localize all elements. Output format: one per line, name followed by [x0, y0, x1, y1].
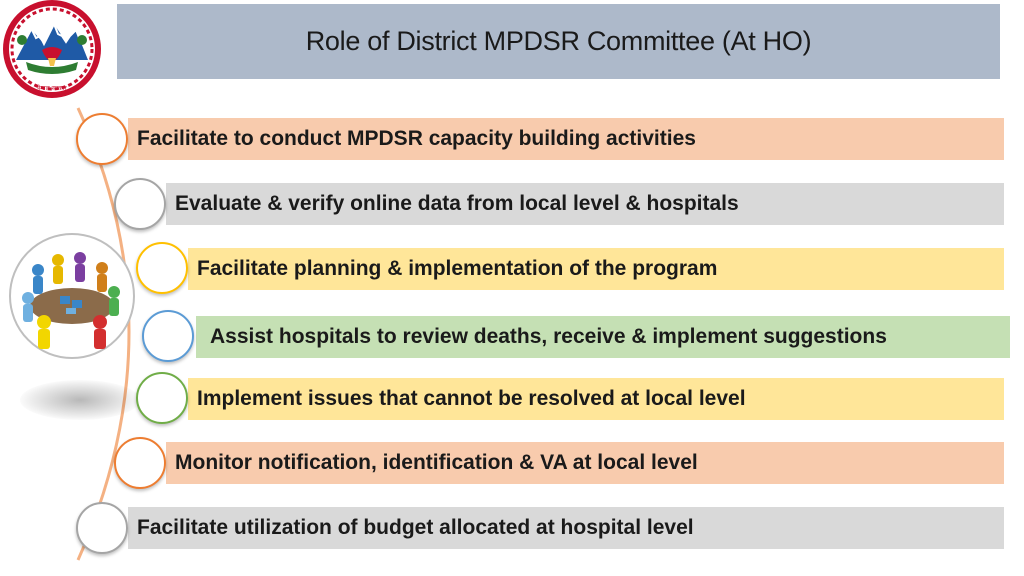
role-circle-marker: [136, 242, 188, 294]
role-bar: [188, 378, 1004, 420]
emblem-text: नेपाल सरकार: [37, 85, 67, 92]
role-label: Implement issues that cannot be resolved at local level: [197, 387, 746, 410]
role-bar: [166, 183, 1004, 225]
role-bar: [128, 507, 1004, 549]
role-circle-marker: [136, 372, 188, 424]
illustration-shadow: [20, 380, 140, 420]
role-label: Facilitate to conduct MPDSR capacity building activities: [137, 127, 696, 150]
role-circle-marker: [114, 178, 166, 230]
role-circle-marker: [114, 437, 166, 489]
role-label: Facilitate utilization of budget allocated at hospital level: [137, 516, 694, 539]
role-label: Evaluate & verify online data from local level & hospitals: [175, 192, 739, 215]
page-title: Role of District MPDSR Committee (At HO): [305, 26, 812, 56]
role-bar: [196, 316, 1010, 358]
role-bar: [188, 248, 1004, 290]
team-meeting-illustration-icon: [8, 226, 136, 366]
role-label: Facilitate planning & implementation of the program: [197, 257, 718, 280]
role-label: Assist hospitals to review deaths, receive & implement suggestions: [210, 325, 887, 348]
role-bar: [128, 118, 1004, 160]
title-bar: [117, 4, 1000, 79]
role-circle-marker: [76, 502, 128, 554]
role-label: Monitor notification, identification & VA at local level: [175, 451, 698, 474]
role-circle-marker: [142, 310, 194, 362]
role-bar: [166, 442, 1004, 484]
nepal-government-emblem-icon: [2, 0, 102, 98]
role-circle-marker: [76, 113, 128, 165]
